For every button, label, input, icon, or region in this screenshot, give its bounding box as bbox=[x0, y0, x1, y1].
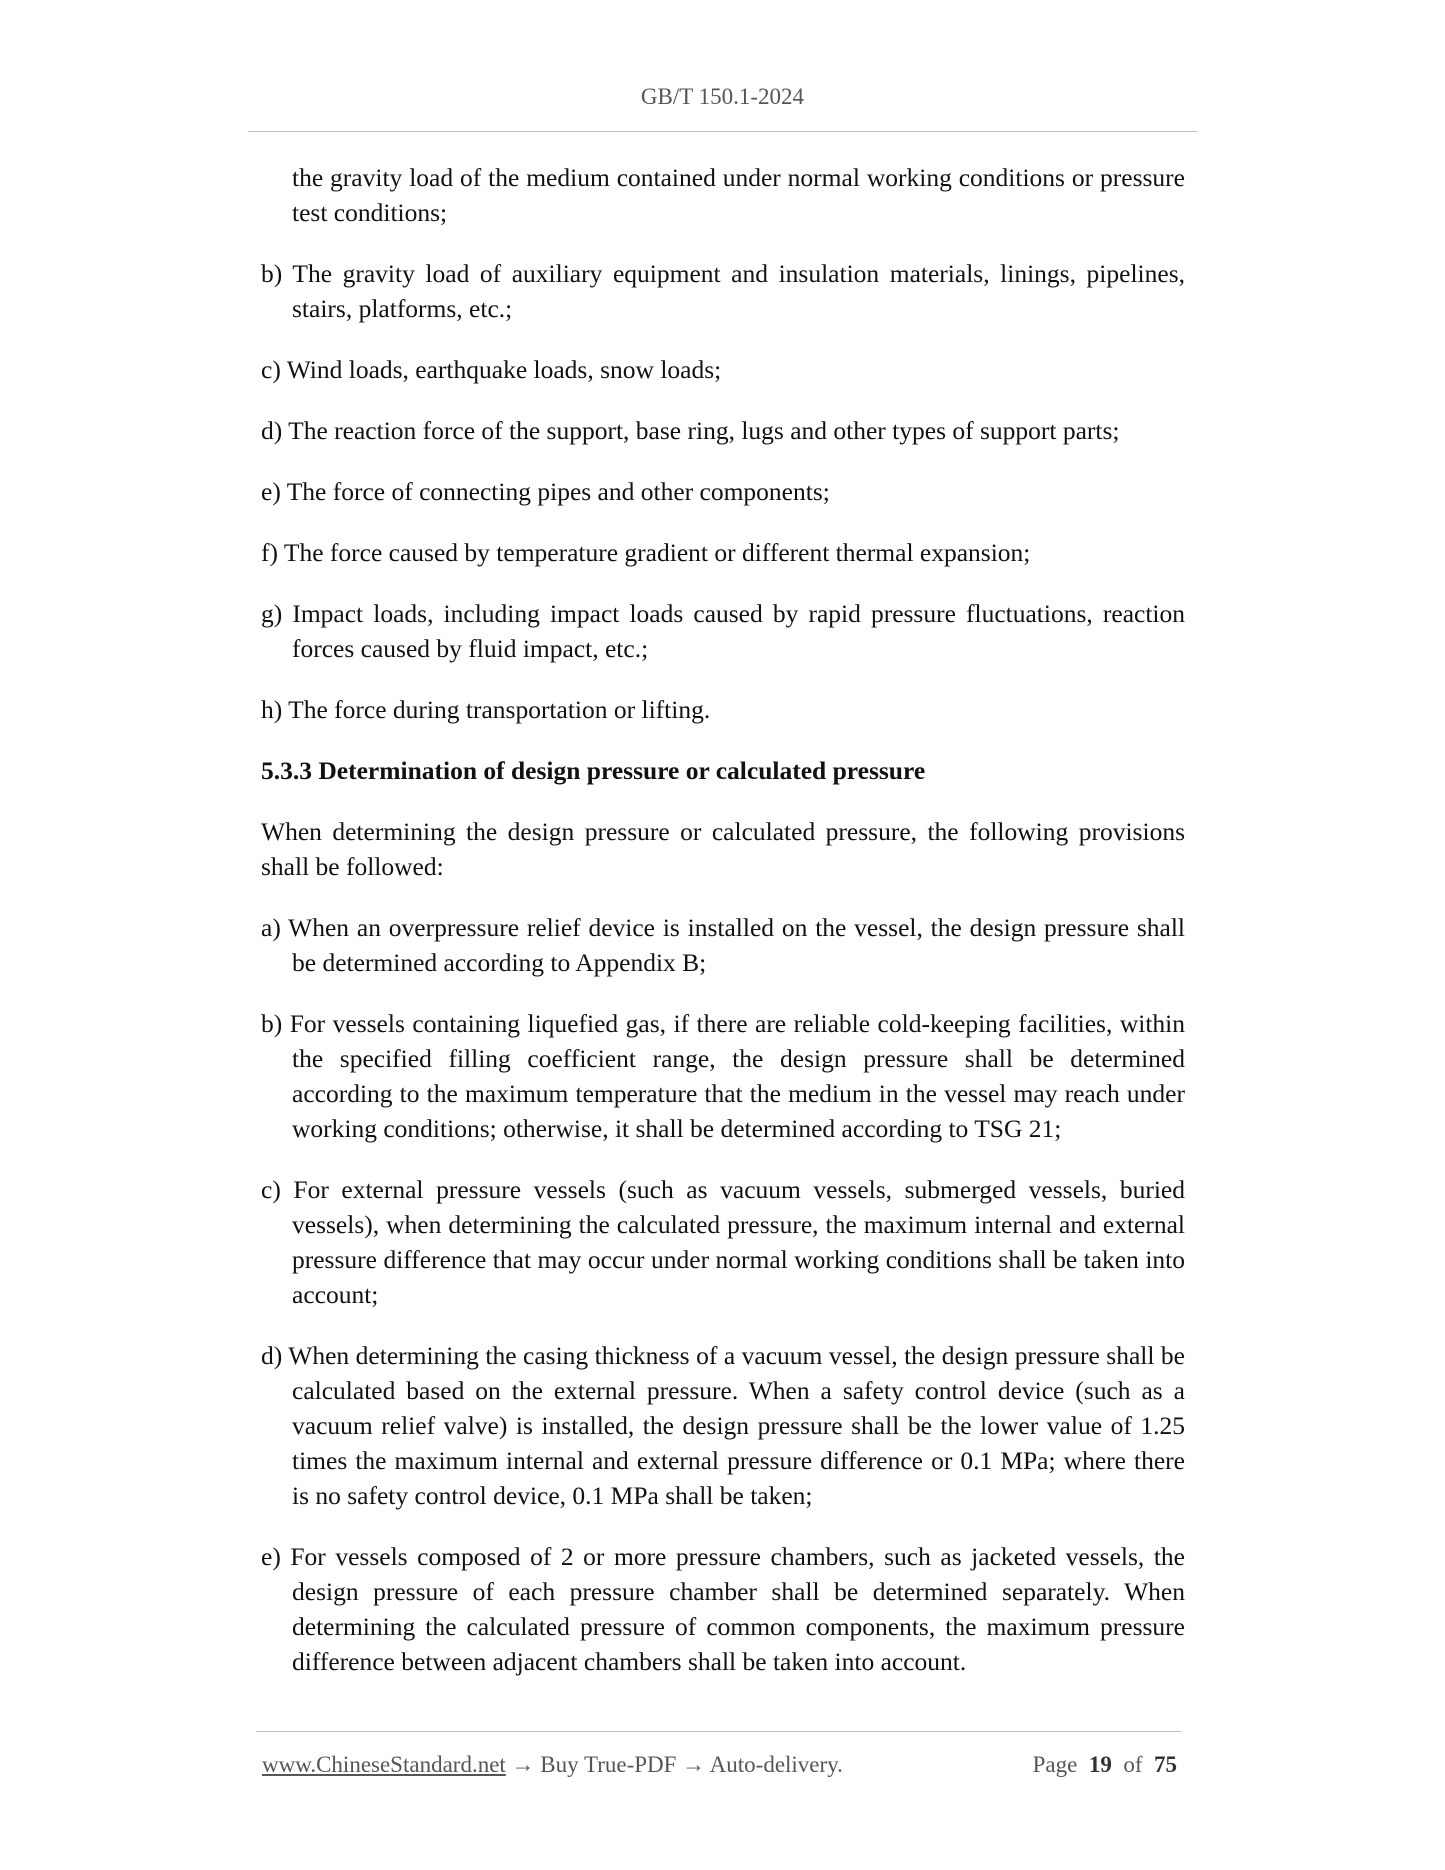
section-heading: 5.3.3 Determination of design pressure or calculated pressure bbox=[261, 756, 926, 785]
footer-divider bbox=[256, 1731, 1181, 1732]
list-item-f-loads: f) The force caused by temperature gradient or different thermal expansion; bbox=[261, 538, 1031, 567]
list-item-c-loads: c) Wind loads, earthquake loads, snow loads; bbox=[261, 355, 722, 384]
page-label: Page bbox=[1032, 1752, 1078, 1777]
list-item-e-loads: e) The force of connecting pipes and other components; bbox=[261, 477, 830, 506]
list-item-c-pressure: c) For external pressure vessels (such as vacuum vessels, submerged vessels, buried vessels), when determining the calculated pressure, the maximum internal and external pressure difference that may occur under normal working conditions shall be taken into account; bbox=[261, 1175, 1185, 1309]
footer-promo-text: → Buy True-PDF → Auto-delivery. bbox=[505, 1752, 843, 1777]
footer-promo bbox=[262, 1752, 843, 1778]
page-total: 75 bbox=[1154, 1752, 1177, 1777]
of-label: of bbox=[1123, 1752, 1143, 1777]
website-link[interactable]: www.ChineseStandard.net bbox=[262, 1752, 506, 1777]
list-item-d-loads: d) The reaction force of the support, base ring, lugs and other types of support parts; bbox=[261, 416, 1120, 445]
list-item-e-pressure: e) For vessels composed of 2 or more pressure chambers, such as jacketed vessels, the design pressure of each pressure chamber shall be determined separately. When determining the calculated pressure of common components, the maximum pressure difference between adjacent chambers shall be taken into account. bbox=[261, 1542, 1185, 1676]
page-number: 19 bbox=[1088, 1752, 1112, 1777]
list-item-b-pressure: b) For vessels containing liquefied gas, if there are reliable cold-keeping facilities, within the specified filling coefficient range, the design pressure shall be determined according to the maximum temperature that the medium in the vessel may reach under working conditions; otherwise, it shall be determined according to TSG 21; bbox=[261, 1009, 1185, 1143]
list-item-continuation: the gravity load of the medium contained under normal working conditions or pressure test conditions; bbox=[292, 163, 1185, 227]
list-item-a-pressure: a) When an overpressure relief device is installed on the vessel, the design pressure shall be determined according to Appendix B; bbox=[261, 913, 1185, 977]
list-item-b-loads: b) The gravity load of auxiliary equipment and insulation materials, linings, pipelines, stairs, platforms, etc.; bbox=[261, 259, 1185, 323]
running-header: GB/T 150.1-2024 bbox=[640, 84, 805, 109]
page-indicator bbox=[1033, 1752, 1177, 1778]
header-divider bbox=[248, 131, 1197, 132]
section-intro: When determining the design pressure or calculated pressure, the following provisions shall be followed: bbox=[261, 817, 1185, 881]
list-item-h-loads: h) The force during transportation or lifting. bbox=[261, 695, 711, 724]
document-body bbox=[261, 160, 1185, 1705]
list-item-g-loads: g) Impact loads, including impact loads caused by rapid pressure fluctuations, reaction forces caused by fluid impact, etc.; bbox=[261, 599, 1185, 663]
list-item-d-pressure: d) When determining the casing thickness of a vacuum vessel, the design pressure shall be calculated based on the external pressure. When a safety control device (such as a vacuum relief valve) is installed, the design pressure shall be the lower value of 1.25 times the maximum internal and external pressure difference or 0.1 MPa; where there is no safety control device, 0.1 MPa shall be taken; bbox=[261, 1341, 1185, 1510]
